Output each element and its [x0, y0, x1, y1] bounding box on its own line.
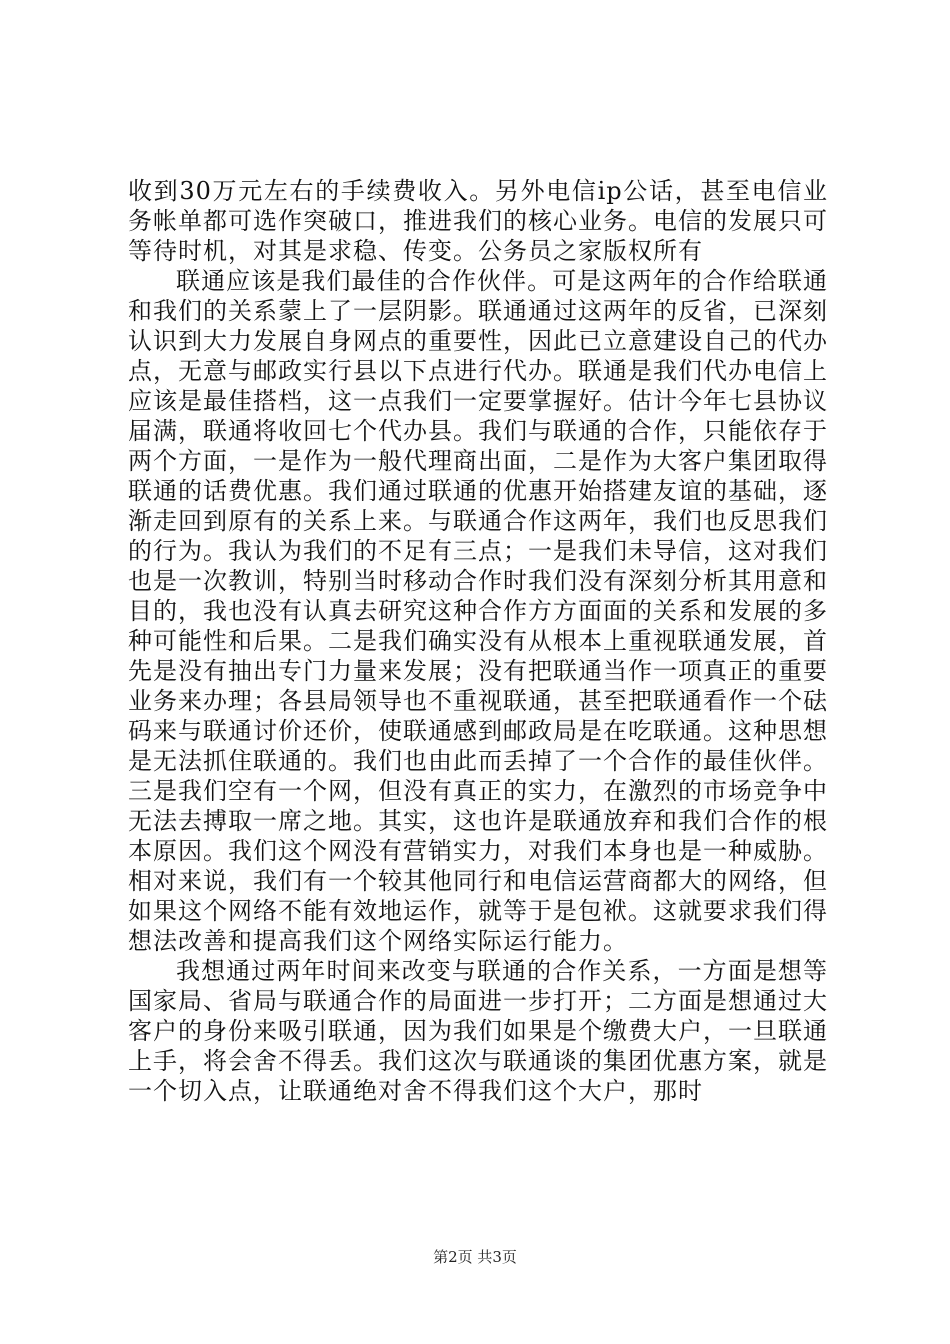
page-footer: [0, 1247, 950, 1267]
paragraph-continuation: 收到30万元左右的手续费收入。另外电信ip公话，甚至电信业务帐单都可选作突破口，推进我们的核心业务。电信的发展只可等待时机，对其是求稳、传变。公务员之家版权所有: [128, 177, 828, 265]
paragraph-unicom-partnership: 联通应该是我们最佳的合作伙伴。可是这两年的合作给联通和我们的关系蒙上了一层阴影。联通通过这两年的反省，已深刻认识到大力发展自身网点的重要性，因此已立意建设自己的代办点，无意与邮政实行县以下点进行代办。联通是我们代办电信上应该是最佳搭档，这一点我们一定要掌握好。估计今年七县协议届满，联通将收回七个代办县。我们与联通的合作，只能依存于两个方面，一是作为一般代理商出面，二是作为大客户集团取得联通的话费优惠。我们通过联通的优惠开始搭建友谊的基础，逐渐走回到原有的关系上来。与联通合作这两年，我们也反思我们的行为。我认为我们的不足有三点；一是我们未导信，这对我们也是一次教训，特别当时移动合作时我们没有深刻分析其用意和目的，我也没有认真去研究这种合作方方面面的关系和发展的多种可能性和后果。二是我们确实没有从根本上重视联通发展，首先是没有抽出专门力量来发展；没有把联通当作一项真正的重要业务来办理；各县局领导也不重视联通，甚至把联通看作一个砝码来与联通讨价还价，使联通感到邮政局是在吃联通。这种思想是无法抓住联通的。我们也由此而丢掉了一个合作的最佳伙伴。三是我们空有一个网，但没有真正的实力，在激烈的市场竞争中无法去搏取一席之地。其实，这也许是联通放弃和我们合作的根本原因。我们这个网没有营销实力，对我们本身也是一种威胁。相对来说，我们有一个较其他同行和电信运营商都大的网络，但如果这个网络不能有效地运作，就等于是包袱。这就要求我们得想法改善和提高我们这个网络实际运行能力。: [128, 267, 828, 955]
paragraph-two-year-plan: 我想通过两年时间来改变与联通的合作关系，一方面是想等国家局、省局与联通合作的局面进一步打开；二方面是想通过大客户的身份来吸引联通，因为我们如果是个缴费大户，一旦联通上手，将会舍不得丢。我们这次与联通谈的集团优惠方案，就是一个切入点，让联通绝对舍不得我们这个大户，那时: [128, 957, 828, 1105]
page-number-label: 第2页 共3页: [433, 1248, 517, 1266]
document-body: [128, 176, 828, 1106]
